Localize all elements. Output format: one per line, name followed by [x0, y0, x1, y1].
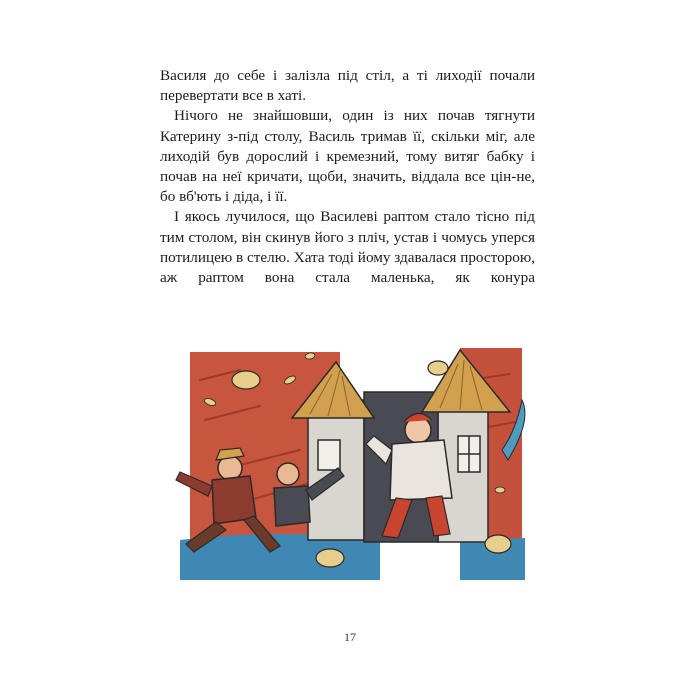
chicken-3: [485, 535, 511, 553]
paragraph-2: Нічого не знайшовши, один із них почав тягнути Катерину з-під столу, Василь тримав її, скільки міг, але лиходій був дорослий і кремезний, тому витяг бабку і почав на неї кричати, щоби, значить, віддала все цін-не, бо вб'ють і діда, і її.: [160, 107, 535, 206]
page-number: 17: [344, 630, 356, 644]
story-illustration: [160, 340, 540, 600]
paragraph-1: Василя до себе і залізла під стіл, а ті лиходії почали перевертати все в хаті.: [160, 67, 535, 105]
chicken-1: [232, 371, 260, 389]
window-left: [318, 440, 340, 470]
paragraph-3: І якось лучилося, що Василеві раптом стало тісно під тим столом, він скинув його з пліч, устав і чомусь уперся потилицею в стелю. Хата тоді йому здавалася просторою, аж раптом вона стала маленька, як конура: [160, 208, 535, 287]
chicken-2: [316, 549, 344, 567]
chicken-4: [428, 361, 448, 375]
body-text: [160, 66, 535, 288]
